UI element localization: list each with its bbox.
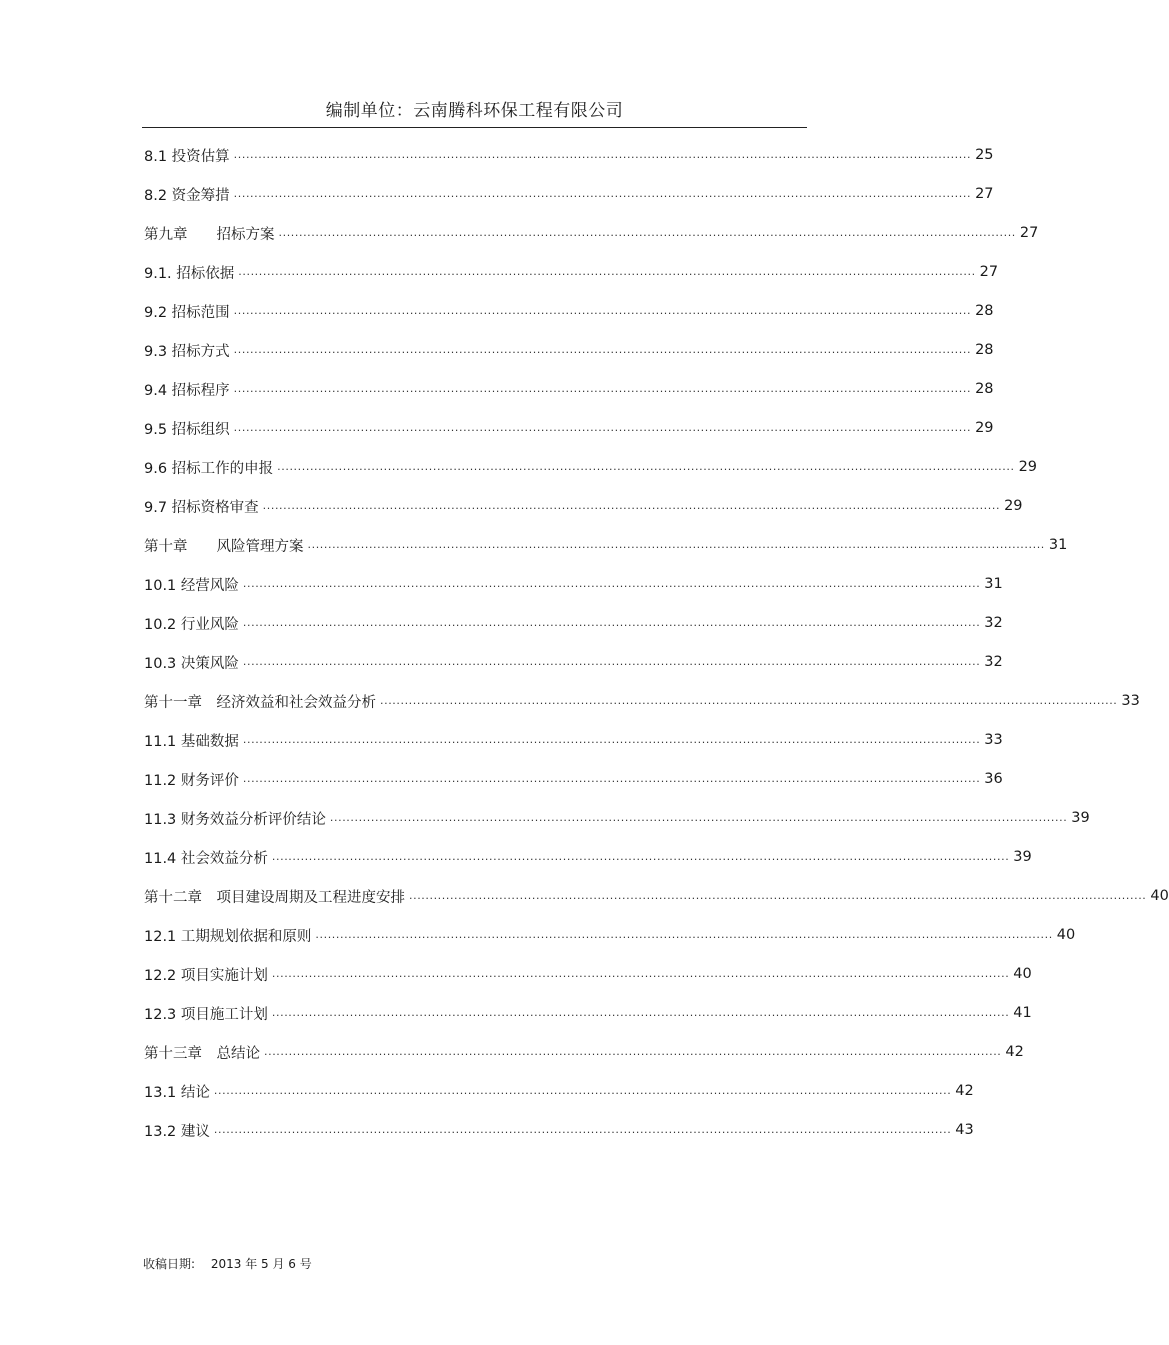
- toc-entry[interactable]: [144, 1001, 1032, 1025]
- toc-entry[interactable]: [144, 650, 1003, 674]
- toc-entry-label: 第九章 招标方案: [144, 226, 275, 243]
- toc-entry-label: 9.6 招标工作的申报: [144, 460, 274, 477]
- toc-entry-page: 40: [1013, 966, 1032, 982]
- toc-entry[interactable]: [144, 533, 1068, 557]
- dot-leader: ....................................................................................................................................................................................: [315, 928, 1053, 941]
- toc-entry-label: 8.2 资金筹措: [144, 187, 230, 204]
- dot-leader: ....................................................................................................................................................................................: [242, 655, 981, 668]
- toc-entry[interactable]: [144, 611, 1003, 635]
- toc-entry-page: 31: [1048, 537, 1068, 553]
- dot-leader: ....................................................................................................................................................................................: [242, 772, 981, 785]
- toc-entry[interactable]: [144, 299, 994, 323]
- dot-leader: ....................................................................................................................................................................................: [409, 889, 1147, 902]
- toc-entry-page: 42: [955, 1083, 974, 1099]
- dot-leader: ....................................................................................................................................................................................: [242, 733, 981, 746]
- dot-leader: ....................................................................................................................................................................................: [278, 226, 1016, 239]
- header-title: 编制单位：云南腾科环保工程有限公司: [325, 101, 624, 121]
- toc-entry-label: 10.2 行业风险: [144, 616, 239, 633]
- toc-entry-page: 39: [1013, 849, 1032, 865]
- toc-entry-label: 13.1 结论: [144, 1084, 210, 1101]
- submission-date: 收稿日期: 2013 年 5 月 6 号: [143, 1257, 312, 1271]
- toc-entry[interactable]: [144, 182, 994, 206]
- toc-entry[interactable]: [144, 260, 999, 284]
- dot-leader: ....................................................................................................................................................................................: [213, 1084, 952, 1097]
- toc-entry-page: 31: [984, 576, 1003, 592]
- dot-leader: ....................................................................................................................................................................................: [233, 382, 972, 395]
- toc-entry-page: 32: [984, 654, 1003, 670]
- dot-leader: ....................................................................................................................................................................................: [213, 1123, 952, 1136]
- dot-leader: ....................................................................................................................................................................................: [238, 265, 976, 278]
- toc-entry-label: 10.3 决策风险: [144, 655, 239, 672]
- toc-entry-page: 27: [1019, 225, 1039, 241]
- toc-entry-page: 25: [975, 147, 994, 163]
- toc-entry-label: 9.2 招标范围: [144, 304, 230, 321]
- toc-entry[interactable]: [144, 455, 1038, 479]
- toc-entry-label: 12.3 项目施工计划: [144, 1006, 268, 1023]
- toc-entry-page: 40: [1056, 927, 1076, 943]
- toc-entry-page: 28: [975, 381, 994, 397]
- dot-leader: ....................................................................................................................................................................................: [233, 148, 972, 161]
- toc-entry[interactable]: [144, 845, 1032, 869]
- dot-leader: ....................................................................................................................................................................................: [233, 187, 972, 200]
- dot-leader: ....................................................................................................................................................................................: [233, 343, 972, 356]
- toc-entry-label: 9.7 招标资格审查: [144, 499, 259, 516]
- toc-entry-label: 12.1 工期规划依据和原则: [144, 928, 312, 945]
- toc-entry-label: 第十一章 经济效益和社会效益分析: [144, 694, 376, 711]
- toc-entry-page: 27: [975, 186, 994, 202]
- toc-entry-page: 32: [984, 615, 1003, 631]
- toc-entry[interactable]: [144, 1040, 1024, 1064]
- toc-entry-page: 33: [1121, 693, 1140, 709]
- toc-entry-page: 29: [1004, 498, 1023, 514]
- dot-leader: ....................................................................................................................................................................................: [242, 616, 981, 629]
- toc-entry-page: 28: [975, 342, 994, 358]
- dot-leader: ....................................................................................................................................................................................: [277, 460, 1015, 473]
- toc-entry-label: 12.2 项目实施计划: [144, 967, 268, 984]
- dot-leader: ....................................................................................................................................................................................: [271, 967, 1010, 980]
- toc-entry[interactable]: [144, 377, 994, 401]
- dot-leader: ....................................................................................................................................................................................: [271, 1006, 1010, 1019]
- toc-entry-label: 11.4 社会效益分析: [144, 850, 268, 867]
- toc-entry-page: 28: [975, 303, 994, 319]
- toc-entry[interactable]: [144, 1118, 974, 1142]
- toc-entry[interactable]: [144, 767, 1003, 791]
- toc-entry-page: 42: [1005, 1044, 1024, 1060]
- toc-entry-label: 第十章 风险管理方案: [144, 538, 304, 555]
- toc-entry-label: 9.5 招标组织: [144, 421, 230, 438]
- toc-entry-page: 29: [1018, 459, 1038, 475]
- dot-leader: ....................................................................................................................................................................................: [233, 421, 972, 434]
- dot-leader: ....................................................................................................................................................................................: [264, 1045, 1002, 1058]
- toc-entry[interactable]: [144, 416, 994, 440]
- toc-entry-label: 8.1 投资估算: [144, 148, 230, 165]
- toc-entry-page: 27: [979, 264, 999, 280]
- dot-leader: ....................................................................................................................................................................................: [380, 694, 1118, 707]
- dot-leader: ....................................................................................................................................................................................: [233, 304, 972, 317]
- toc-entry[interactable]: [144, 338, 994, 362]
- dot-leader: ....................................................................................................................................................................................: [242, 577, 981, 590]
- toc-entry[interactable]: [144, 494, 1023, 518]
- toc-entry-page: 29: [975, 420, 994, 436]
- toc-entry-label: 9.3 招标方式: [144, 343, 230, 360]
- toc-entry[interactable]: [144, 143, 994, 167]
- toc-entry[interactable]: [144, 728, 1003, 752]
- toc-entry-page: 39: [1071, 810, 1090, 826]
- dot-leader: ....................................................................................................................................................................................: [271, 850, 1010, 863]
- toc-entry-label: 9.1. 招标依据: [144, 265, 235, 282]
- toc-entry-label: 13.2 建议: [144, 1123, 210, 1140]
- toc-entry[interactable]: [144, 806, 1090, 830]
- toc-entry[interactable]: [144, 689, 1140, 713]
- toc-entry[interactable]: [144, 923, 1076, 947]
- toc-entry-label: 11.1 基础数据: [144, 733, 239, 750]
- toc-entry[interactable]: [144, 884, 1169, 908]
- toc-entry[interactable]: [144, 221, 1039, 245]
- toc-entry-label: 10.1 经营风险: [144, 577, 239, 594]
- toc-entry[interactable]: [144, 572, 1003, 596]
- dot-leader: ....................................................................................................................................................................................: [262, 499, 1001, 512]
- page-header: [142, 98, 807, 128]
- toc-entry-page: 36: [984, 771, 1003, 787]
- toc-entry-label: 11.2 财务评价: [144, 772, 239, 789]
- toc-entry-label: 11.3 财务效益分析评价结论: [144, 811, 326, 828]
- toc-entry-page: 33: [984, 732, 1003, 748]
- toc-entry[interactable]: [144, 962, 1032, 986]
- toc-entry-label: 第十二章 项目建设周期及工程进度安排: [144, 889, 405, 906]
- toc-entry-page: 40: [1150, 888, 1169, 904]
- toc-entry-label: 第十三章 总结论: [144, 1045, 260, 1062]
- toc-entry[interactable]: [144, 1079, 974, 1103]
- toc-entry-label: 9.4 招标程序: [144, 382, 230, 399]
- toc-entry-page: 41: [1013, 1005, 1032, 1021]
- toc-entry-page: 43: [955, 1122, 974, 1138]
- dot-leader: ....................................................................................................................................................................................: [329, 811, 1068, 824]
- dot-leader: ....................................................................................................................................................................................: [307, 538, 1045, 551]
